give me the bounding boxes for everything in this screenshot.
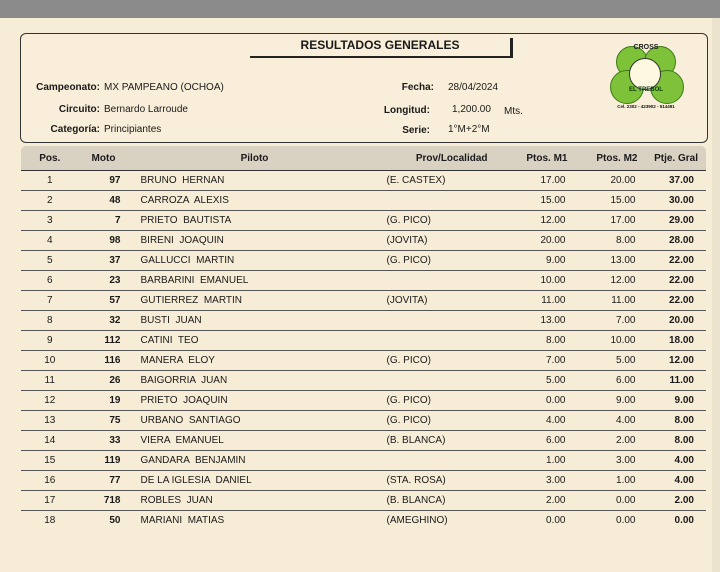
cell-moto: 112 — [79, 331, 129, 351]
cell-m2: 5.00 — [576, 351, 646, 371]
fecha-label: Fecha: — [401, 82, 434, 93]
header-m1: Ptos. M1 — [496, 146, 576, 171]
cell-pos: 7 — [21, 291, 79, 311]
cell-m1: 3.00 — [496, 471, 576, 491]
cell-pos: 12 — [21, 391, 79, 411]
cell-pos: 18 — [44, 515, 56, 526]
cell-pos: 6 — [21, 271, 79, 291]
cell-prov: (JOVITA) — [381, 291, 496, 311]
cell-prov: (G. PICO) — [381, 391, 496, 411]
cell-moto: 75 — [79, 411, 129, 431]
cell-total: 9.00 — [646, 391, 707, 411]
cell-total: 22.00 — [646, 291, 707, 311]
table-row — [21, 431, 707, 451]
cell-total: 2.00 — [646, 491, 707, 511]
cell-m2: 7.00 — [576, 311, 646, 331]
cell-m2: 4.00 — [576, 411, 646, 431]
cell-m1: 1.00 — [496, 451, 576, 471]
cell-pos: 9 — [21, 331, 79, 351]
cell-total: 8.00 — [646, 431, 707, 451]
cell-prov — [381, 191, 496, 211]
cell-prov — [381, 331, 496, 351]
logo-club-name: EL TREBOL — [629, 87, 663, 93]
cell-piloto: BAIGORRIA JUAN — [129, 371, 381, 391]
cell-piloto: CATINI TEO — [129, 331, 381, 351]
cell-m2: 0.00 — [616, 515, 636, 526]
cell-piloto: BIRENI JOAQUIN — [129, 231, 381, 251]
logo-top-text: CROSS — [633, 44, 659, 51]
cell-total: 20.00 — [646, 311, 707, 331]
cell-moto: 119 — [79, 451, 129, 471]
cell-total: 28.00 — [646, 231, 707, 251]
cell-m1: 15.00 — [496, 191, 576, 211]
cell-prov: (B. BLANCA) — [381, 491, 496, 511]
cell-prov — [381, 371, 496, 391]
cell-total: 4.00 — [646, 471, 707, 491]
cell-m1: 8.00 — [496, 331, 576, 351]
table-row — [21, 291, 707, 311]
cell-m1: 5.00 — [496, 371, 576, 391]
helmet-emblem-icon — [629, 58, 661, 90]
header-pos: Pos. — [21, 146, 79, 171]
cell-moto: 19 — [79, 391, 129, 411]
cell-piloto: URBANO SANTIAGO — [129, 411, 381, 431]
cell-total: 18.00 — [646, 331, 707, 351]
top-strip — [0, 0, 720, 18]
cell-m2: 9.00 — [576, 391, 646, 411]
table-header-row — [21, 146, 707, 171]
cell-moto: 98 — [79, 231, 129, 251]
cell-m2: 13.00 — [576, 251, 646, 271]
cell-moto: 32 — [79, 311, 129, 331]
cell-prov: (E. CASTEX) — [381, 171, 496, 191]
cell-m2: 15.00 — [576, 191, 646, 211]
cell-pos: 15 — [21, 451, 79, 471]
campeonato-label: Campeonato: — [36, 82, 100, 93]
cell-m1: 11.00 — [496, 291, 576, 311]
table-row — [21, 271, 707, 291]
cell-pos: 1 — [21, 171, 79, 191]
cell-moto: 48 — [79, 191, 129, 211]
cell-piloto: PRIETO JOAQUIN — [129, 391, 381, 411]
cell-prov — [381, 271, 496, 291]
table-row — [21, 491, 707, 511]
table-row — [21, 391, 707, 411]
cell-pos: 11 — [21, 371, 79, 391]
cell-piloto: DE LA IGLESIA DANIEL — [129, 471, 381, 491]
table-row — [21, 411, 707, 431]
cell-moto: 7 — [79, 211, 129, 231]
header-total: Ptje. Gral — [646, 146, 707, 171]
cell-prov — [381, 311, 496, 331]
cell-pos: 10 — [21, 351, 79, 371]
cell-piloto: CARROZA ALEXIS — [129, 191, 381, 211]
header-moto: Moto — [79, 146, 129, 171]
cell-total: 22.00 — [646, 251, 707, 271]
cell-m2: 3.00 — [576, 451, 646, 471]
table-row — [21, 171, 707, 191]
cell-piloto: GUTIERREZ MARTIN — [129, 291, 381, 311]
cell-piloto: PRIETO BAUTISTA — [129, 211, 381, 231]
cell-m2: 12.00 — [576, 271, 646, 291]
cell-m1: 0.00 — [496, 391, 576, 411]
cell-prov: (JOVITA) — [381, 231, 496, 251]
cell-prov — [381, 451, 496, 471]
table-row — [21, 371, 707, 391]
cell-total: 11.00 — [646, 371, 707, 391]
cell-pos: 5 — [21, 251, 79, 271]
longitud-unit: Mts. — [504, 106, 523, 117]
header-piloto: Piloto — [129, 146, 381, 171]
cell-m1: 6.00 — [496, 431, 576, 451]
cell-prov: (G. PICO) — [381, 411, 496, 431]
cell-piloto: MANERA ELOY — [129, 351, 381, 371]
results-table — [20, 145, 707, 531]
cell-m1: 9.00 — [496, 251, 576, 271]
cell-m2: 0.00 — [576, 491, 646, 511]
table-row — [21, 251, 707, 271]
cell-piloto: ROBLES JUAN — [129, 491, 381, 511]
cell-pos: 4 — [21, 231, 79, 251]
cell-m2: 1.00 — [576, 471, 646, 491]
cell-total: 22.00 — [646, 271, 707, 291]
cell-piloto: GALLUCCI MARTIN — [129, 251, 381, 271]
cell-total: 12.00 — [646, 351, 707, 371]
campeonato-value: MX PAMPEANO (OCHOA) — [104, 82, 224, 93]
circuito-label: Circuito: — [58, 104, 100, 115]
cell-piloto: VIERA EMANUEL — [129, 431, 381, 451]
table-row — [21, 511, 707, 531]
cell-m1: 20.00 — [496, 231, 576, 251]
cell-pos: 14 — [21, 431, 79, 451]
table-row — [21, 471, 707, 491]
cell-m2: 17.00 — [576, 211, 646, 231]
cell-m1: 2.00 — [496, 491, 576, 511]
right-edge-strip — [712, 18, 720, 572]
cell-pos: 16 — [21, 471, 79, 491]
cell-m1: 0.00 — [546, 515, 566, 526]
cell-moto: 57 — [79, 291, 129, 311]
cell-m1: 10.00 — [496, 271, 576, 291]
cell-m2: 2.00 — [576, 431, 646, 451]
cell-piloto: MARIANI MATIAS — [140, 515, 225, 526]
cell-pos: 13 — [21, 411, 79, 431]
cell-total: 8.00 — [646, 411, 707, 431]
longitud-value: 1,200.00 — [452, 104, 491, 115]
cell-piloto: GANDARA BENJAMIN — [129, 451, 381, 471]
table-row — [21, 191, 707, 211]
fecha-value: 28/04/2024 — [448, 82, 499, 93]
cell-total: 0.00 — [674, 515, 694, 526]
table-row — [21, 451, 707, 471]
cell-prov: (G. PICO) — [381, 351, 496, 371]
cell-pos: 17 — [21, 491, 79, 511]
cell-moto: 718 — [79, 491, 129, 511]
cell-prov: (B. BLANCA) — [381, 431, 496, 451]
table-row — [21, 351, 707, 371]
cell-m2: 20.00 — [576, 171, 646, 191]
cell-moto: 116 — [79, 351, 129, 371]
categoria-label: Categoría: — [50, 124, 100, 135]
cell-total: 4.00 — [646, 451, 707, 471]
serie-label: Serie: — [402, 125, 430, 136]
cell-moto: 50 — [109, 515, 121, 526]
cell-m1: 13.00 — [496, 311, 576, 331]
cell-moto: 26 — [79, 371, 129, 391]
longitud-label: Longitud: — [383, 105, 430, 116]
cell-pos: 8 — [21, 311, 79, 331]
cell-moto: 23 — [79, 271, 129, 291]
header-m2: Ptos. M2 — [576, 146, 646, 171]
cell-moto: 33 — [79, 431, 129, 451]
cell-prov: (G. PICO) — [381, 251, 496, 271]
cell-moto: 37 — [79, 251, 129, 271]
cell-m1: 17.00 — [496, 171, 576, 191]
cell-piloto: BRUNO HERNAN — [129, 171, 381, 191]
cell-m2: 11.00 — [576, 291, 646, 311]
cell-pos: 3 — [21, 211, 79, 231]
serie-value: 1°M+2°M — [448, 124, 490, 135]
cell-m1: 4.00 — [496, 411, 576, 431]
cell-prov: (STA. ROSA) — [381, 471, 496, 491]
cell-m2: 10.00 — [576, 331, 646, 351]
categoria-value: Principiantes — [104, 124, 162, 135]
cell-moto: 97 — [79, 171, 129, 191]
cell-m2: 8.00 — [576, 231, 646, 251]
table-row — [21, 311, 707, 331]
cell-pos: 2 — [21, 191, 79, 211]
cell-total: 30.00 — [646, 191, 707, 211]
cell-piloto: BARBARINI EMANUEL — [129, 271, 381, 291]
table-row — [21, 211, 707, 231]
cell-prov: (G. PICO) — [381, 211, 496, 231]
page-title: RESULTADOS GENERALES — [250, 38, 513, 58]
cell-m2: 6.00 — [576, 371, 646, 391]
cell-total: 29.00 — [646, 211, 707, 231]
table-row — [21, 231, 707, 251]
cell-total: 37.00 — [646, 171, 707, 191]
circuito-value: Bernardo Larroude — [104, 104, 188, 115]
header-prov: Prov/Localidad — [381, 146, 496, 171]
logo-phone-text: Cel. 2302 - 423902 - 514491 — [617, 104, 675, 109]
cell-m1: 12.00 — [496, 211, 576, 231]
cell-piloto: BUSTI JUAN — [129, 311, 381, 331]
cell-prov: (AMEGHINO) — [386, 515, 448, 526]
cell-moto: 77 — [79, 471, 129, 491]
table-row — [21, 331, 707, 351]
cell-m1: 7.00 — [496, 351, 576, 371]
club-logo — [600, 40, 692, 116]
